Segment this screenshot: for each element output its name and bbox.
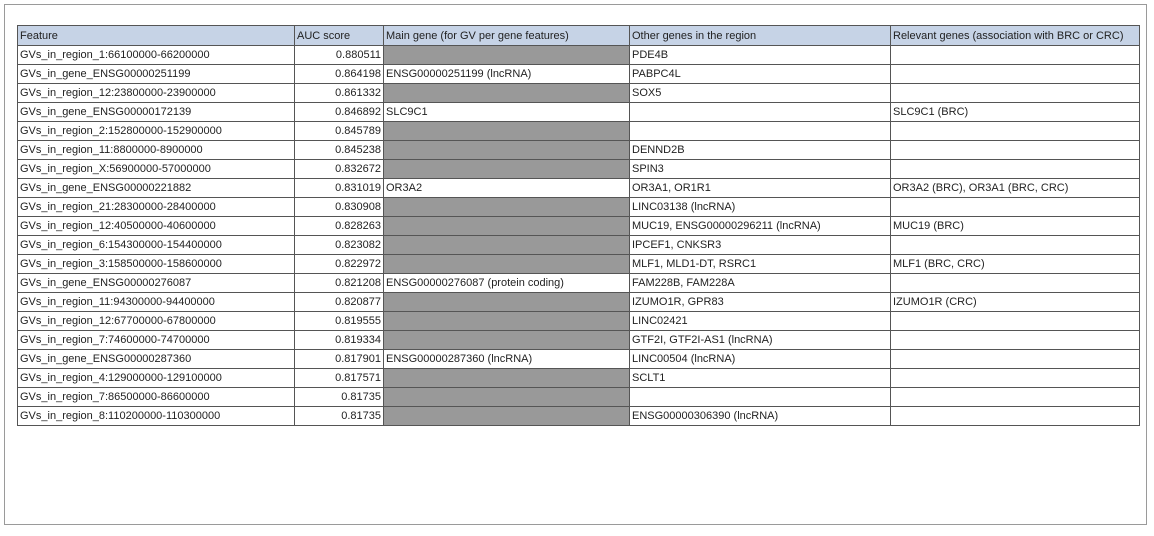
cell-relevant-genes xyxy=(891,331,1140,350)
cell-feature: GVs_in_region_11:94300000-94400000 xyxy=(18,293,295,312)
cell-auc-score: 0.817901 xyxy=(295,350,384,369)
cell-auc-score: 0.820877 xyxy=(295,293,384,312)
cell-relevant-genes xyxy=(891,65,1140,84)
cell-relevant-genes: IZUMO1R (CRC) xyxy=(891,293,1140,312)
cell-main-gene: SLC9C1 xyxy=(384,103,630,122)
cell-relevant-genes xyxy=(891,312,1140,331)
cell-other-genes: FAM228B, FAM228A xyxy=(630,274,891,293)
table-row xyxy=(18,236,1140,255)
cell-main-gene xyxy=(384,312,630,331)
cell-relevant-genes xyxy=(891,141,1140,160)
cell-other-genes: MUC19, ENSG00000296211 (lncRNA) xyxy=(630,217,891,236)
table-row xyxy=(18,350,1140,369)
cell-main-gene xyxy=(384,217,630,236)
table-row xyxy=(18,388,1140,407)
cell-main-gene xyxy=(384,122,630,141)
header-relevant-genes: Relevant genes (association with BRC or CRC) xyxy=(891,26,1140,46)
table-row xyxy=(18,369,1140,388)
table-row xyxy=(18,255,1140,274)
cell-main-gene: ENSG00000251199 (lncRNA) xyxy=(384,65,630,84)
cell-feature: GVs_in_region_11:8800000-8900000 xyxy=(18,141,295,160)
cell-other-genes xyxy=(630,388,891,407)
table-row xyxy=(18,179,1140,198)
cell-other-genes: MLF1, MLD1-DT, RSRC1 xyxy=(630,255,891,274)
cell-main-gene xyxy=(384,293,630,312)
cell-other-genes: OR3A1, OR1R1 xyxy=(630,179,891,198)
cell-feature: GVs_in_region_7:86500000-86600000 xyxy=(18,388,295,407)
table-row xyxy=(18,274,1140,293)
cell-relevant-genes xyxy=(891,198,1140,217)
cell-auc-score: 0.845789 xyxy=(295,122,384,141)
cell-relevant-genes: MLF1 (BRC, CRC) xyxy=(891,255,1140,274)
cell-feature: GVs_in_region_4:129000000-129100000 xyxy=(18,369,295,388)
table-row xyxy=(18,65,1140,84)
header-feature: Feature xyxy=(18,26,295,46)
cell-auc-score: 0.81735 xyxy=(295,388,384,407)
cell-relevant-genes xyxy=(891,274,1140,293)
cell-main-gene xyxy=(384,369,630,388)
cell-main-gene xyxy=(384,46,630,65)
cell-auc-score: 0.846892 xyxy=(295,103,384,122)
cell-feature: GVs_in_gene_ENSG00000221882 xyxy=(18,179,295,198)
cell-other-genes: PDE4B xyxy=(630,46,891,65)
table-row xyxy=(18,122,1140,141)
cell-other-genes: ENSG00000306390 (lncRNA) xyxy=(630,407,891,426)
cell-relevant-genes xyxy=(891,369,1140,388)
cell-main-gene xyxy=(384,141,630,160)
cell-auc-score: 0.823082 xyxy=(295,236,384,255)
cell-auc-score: 0.832672 xyxy=(295,160,384,179)
header-main-gene: Main gene (for GV per gene features) xyxy=(384,26,630,46)
cell-feature: GVs_in_region_3:158500000-158600000 xyxy=(18,255,295,274)
cell-feature: GVs_in_region_21:28300000-28400000 xyxy=(18,198,295,217)
cell-main-gene xyxy=(384,198,630,217)
cell-auc-score: 0.830908 xyxy=(295,198,384,217)
table-row xyxy=(18,46,1140,65)
table-row xyxy=(18,331,1140,350)
table-row xyxy=(18,160,1140,179)
cell-auc-score: 0.864198 xyxy=(295,65,384,84)
cell-other-genes: LINC00504 (lncRNA) xyxy=(630,350,891,369)
table-frame xyxy=(4,4,1147,525)
cell-other-genes: PABPC4L xyxy=(630,65,891,84)
cell-auc-score: 0.828263 xyxy=(295,217,384,236)
cell-relevant-genes: SLC9C1 (BRC) xyxy=(891,103,1140,122)
cell-other-genes: LINC02421 xyxy=(630,312,891,331)
table-row xyxy=(18,198,1140,217)
cell-feature: GVs_in_gene_ENSG00000251199 xyxy=(18,65,295,84)
cell-main-gene: ENSG00000276087 (protein coding) xyxy=(384,274,630,293)
cell-auc-score: 0.845238 xyxy=(295,141,384,160)
cell-feature: GVs_in_region_1:66100000-66200000 xyxy=(18,46,295,65)
cell-main-gene xyxy=(384,388,630,407)
cell-feature: GVs_in_region_12:23800000-23900000 xyxy=(18,84,295,103)
header-auc-score: AUC score xyxy=(295,26,384,46)
header-other-genes: Other genes in the region xyxy=(630,26,891,46)
table-row xyxy=(18,141,1140,160)
cell-main-gene xyxy=(384,236,630,255)
cell-main-gene xyxy=(384,407,630,426)
cell-feature: GVs_in_region_X:56900000-57000000 xyxy=(18,160,295,179)
table-row xyxy=(18,293,1140,312)
cell-feature: GVs_in_region_7:74600000-74700000 xyxy=(18,331,295,350)
cell-other-genes: GTF2I, GTF2I-AS1 (lncRNA) xyxy=(630,331,891,350)
cell-main-gene xyxy=(384,84,630,103)
cell-auc-score: 0.817571 xyxy=(295,369,384,388)
cell-relevant-genes: MUC19 (BRC) xyxy=(891,217,1140,236)
cell-relevant-genes xyxy=(891,46,1140,65)
cell-feature: GVs_in_gene_ENSG00000172139 xyxy=(18,103,295,122)
cell-feature: GVs_in_gene_ENSG00000276087 xyxy=(18,274,295,293)
cell-auc-score: 0.831019 xyxy=(295,179,384,198)
cell-other-genes: SPIN3 xyxy=(630,160,891,179)
cell-main-gene: OR3A2 xyxy=(384,179,630,198)
cell-other-genes: DENND2B xyxy=(630,141,891,160)
cell-other-genes: SCLT1 xyxy=(630,369,891,388)
table-row xyxy=(18,84,1140,103)
cell-feature: GVs_in_gene_ENSG00000287360 xyxy=(18,350,295,369)
table-row xyxy=(18,217,1140,236)
cell-other-genes: LINC03138 (lncRNA) xyxy=(630,198,891,217)
cell-feature: GVs_in_region_12:67700000-67800000 xyxy=(18,312,295,331)
cell-auc-score: 0.821208 xyxy=(295,274,384,293)
cell-other-genes: IZUMO1R, GPR83 xyxy=(630,293,891,312)
cell-relevant-genes xyxy=(891,388,1140,407)
cell-feature: GVs_in_region_8:110200000-110300000 xyxy=(18,407,295,426)
cell-relevant-genes xyxy=(891,407,1140,426)
cell-relevant-genes xyxy=(891,122,1140,141)
cell-main-gene xyxy=(384,331,630,350)
cell-feature: GVs_in_region_12:40500000-40600000 xyxy=(18,217,295,236)
cell-relevant-genes: OR3A2 (BRC), OR3A1 (BRC, CRC) xyxy=(891,179,1140,198)
cell-auc-score: 0.819555 xyxy=(295,312,384,331)
cell-auc-score: 0.81735 xyxy=(295,407,384,426)
cell-feature: GVs_in_region_6:154300000-154400000 xyxy=(18,236,295,255)
cell-relevant-genes xyxy=(891,84,1140,103)
cell-auc-score: 0.861332 xyxy=(295,84,384,103)
cell-main-gene: ENSG00000287360 (lncRNA) xyxy=(384,350,630,369)
table-row xyxy=(18,407,1140,426)
cell-main-gene xyxy=(384,160,630,179)
cell-main-gene xyxy=(384,255,630,274)
cell-auc-score: 0.819334 xyxy=(295,331,384,350)
cell-relevant-genes xyxy=(891,350,1140,369)
cell-other-genes: IPCEF1, CNKSR3 xyxy=(630,236,891,255)
cell-relevant-genes xyxy=(891,236,1140,255)
cell-auc-score: 0.822972 xyxy=(295,255,384,274)
cell-auc-score: 0.880511 xyxy=(295,46,384,65)
cell-relevant-genes xyxy=(891,160,1140,179)
cell-feature: GVs_in_region_2:152800000-152900000 xyxy=(18,122,295,141)
table-row xyxy=(18,312,1140,331)
feature-table xyxy=(17,25,1140,426)
cell-other-genes xyxy=(630,122,891,141)
header-row xyxy=(18,26,1140,46)
table-body xyxy=(18,46,1140,426)
cell-other-genes: SOX5 xyxy=(630,84,891,103)
table-row xyxy=(18,103,1140,122)
cell-other-genes xyxy=(630,103,891,122)
